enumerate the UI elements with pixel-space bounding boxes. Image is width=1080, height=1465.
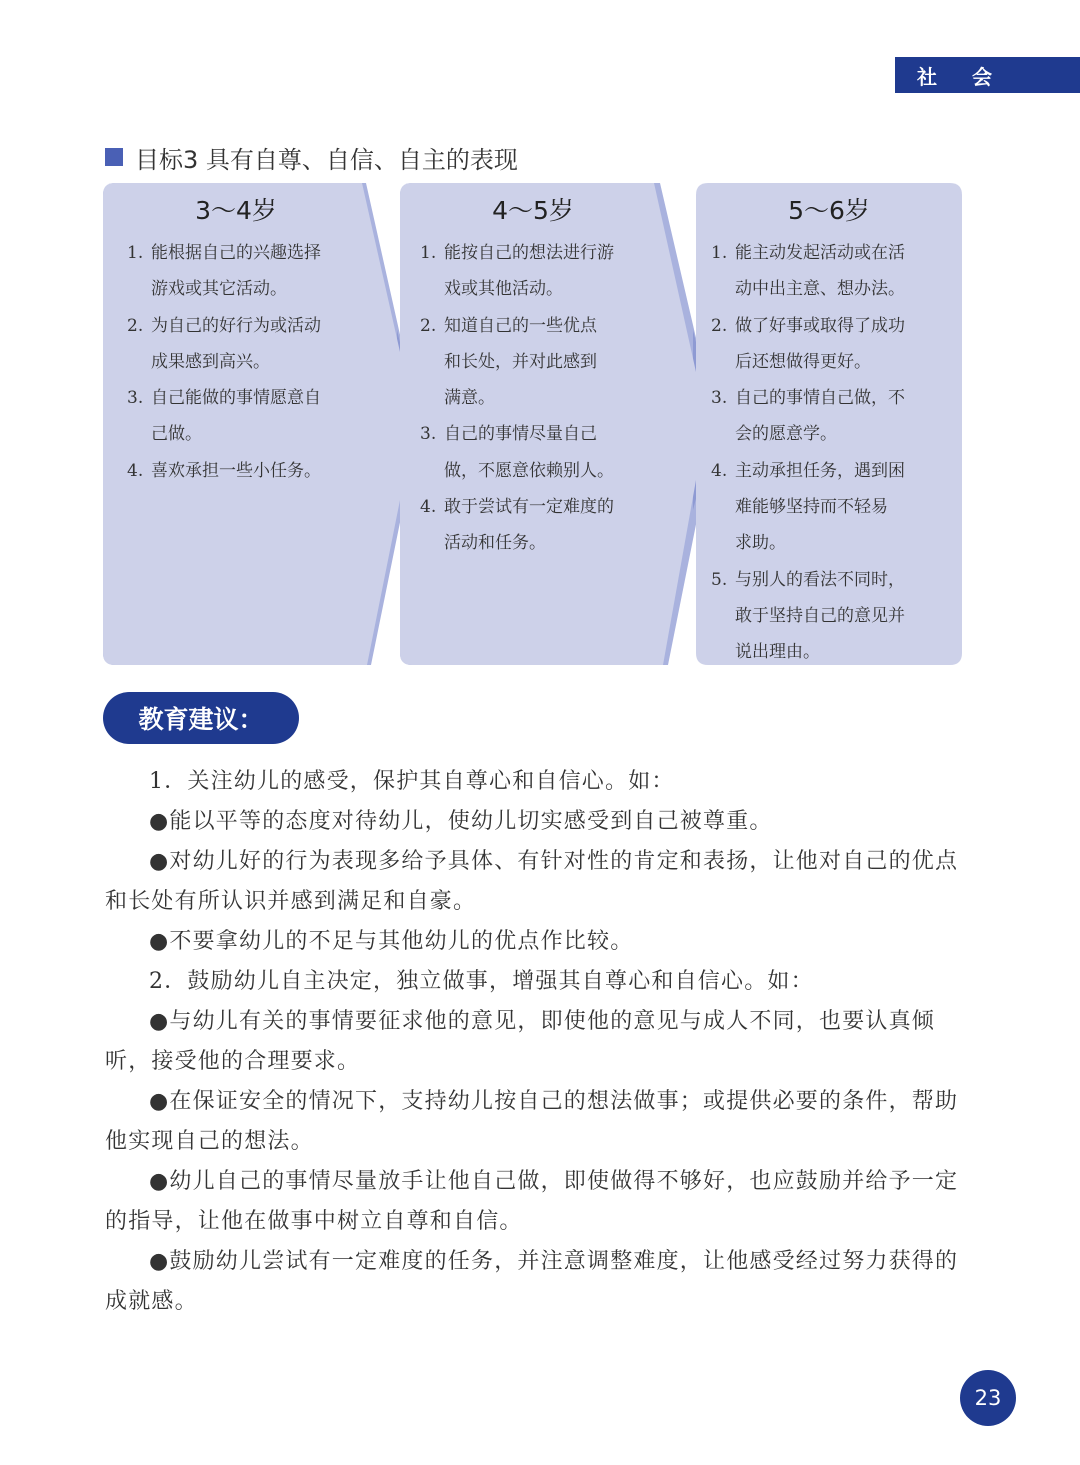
advice-paragraph: ●幼儿自己的事情尽量放手让他自己做，即使做得不够好，也应鼓励并给予一定的指导，让他在做事中树立自尊和自信。 <box>105 1169 959 1234</box>
page-number: 23 <box>960 1370 1016 1426</box>
advice-paragraph: 1．关注幼儿的感受，保护其自尊心和自信心。如： <box>149 769 675 794</box>
advice-paragraph: ●不要拿幼儿的不足与其他幼儿的优点作比较。 <box>149 929 634 954</box>
stage-title: 5～6岁 <box>788 196 870 225</box>
stage-list <box>420 235 650 562</box>
list-item: 2. 做了好事或取得了成功 后还想做得更好。 <box>711 315 905 372</box>
stage-title: 4～5岁 <box>492 196 574 225</box>
list-item: 4. 喜欢承担一些小任务。 <box>127 460 321 481</box>
advice-paragraph: ●与幼儿有关的事情要征求他的意见，即使他的意见与成人不同，也要认真倾听，接受他的合理要求。 <box>105 1009 935 1074</box>
list-item: 1. 能根据自己的兴趣选择 游戏或其它活动。 <box>127 243 321 300</box>
stage-column-4-5 <box>400 183 666 665</box>
stage-title: 3～4岁 <box>195 196 277 225</box>
stage-column-3-4 <box>103 183 369 665</box>
list-item: 3. 自己的事情尽量自己 做，不愿意依赖别人。 <box>420 424 614 481</box>
goal-title: 目标3 具有自尊、自信、自主的表现 <box>135 145 518 174</box>
advice-paragraph: ●能以平等的态度对待幼儿，使幼儿切实感受到自己被尊重。 <box>149 809 773 834</box>
list-item: 2. 知道自己的一些优点 和长处，并对此感到 满意。 <box>420 315 597 409</box>
section-tab: 社 会 <box>895 57 1080 93</box>
stage-column-5-6 <box>696 183 962 665</box>
advice-paragraph: ●对幼儿好的行为表现多给予具体、有针对性的肯定和表扬，让他对自己的优点和长处有所认识并感到满足和自豪。 <box>105 849 959 914</box>
advice-paragraph: ●在保证安全的情况下，支持幼儿按自己的想法做事；或提供必要的条件，帮助他实现自己的想法。 <box>105 1089 959 1154</box>
list-item: 4. 主动承担任务，遇到困 难能够坚持而不轻易 求助。 <box>711 460 905 554</box>
advice-paragraph: 2．鼓励幼儿自主决定，独立做事，增强其自尊心和自信心。如： <box>149 969 814 994</box>
list-item: 5. 与别人的看法不同时， 敢于坚持自己的意见并 说出理由。 <box>711 569 905 663</box>
advice-paragraph: ●鼓励幼儿尝试有一定难度的任务，并注意调整难度，让他感受经过努力获得的成就感。 <box>105 1249 959 1314</box>
advice-heading-badge: 教育建议： <box>103 692 299 744</box>
list-item: 2. 为自己的好行为或活动 成果感到高兴。 <box>127 315 321 372</box>
list-item: 3. 自己能做的事情愿意自 己做。 <box>127 388 321 445</box>
list-item: 4. 敢于尝试有一定难度的 活动和任务。 <box>420 497 614 554</box>
stage-list <box>711 235 951 671</box>
stage-list <box>127 235 357 489</box>
list-item: 3. 自己的事情自己做，不 会的愿意学。 <box>711 388 905 445</box>
list-item: 1. 能按自己的想法进行游 戏或其他活动。 <box>420 243 614 300</box>
list-item: 1. 能主动发起活动或在活 动中出主意、想办法。 <box>711 243 905 300</box>
